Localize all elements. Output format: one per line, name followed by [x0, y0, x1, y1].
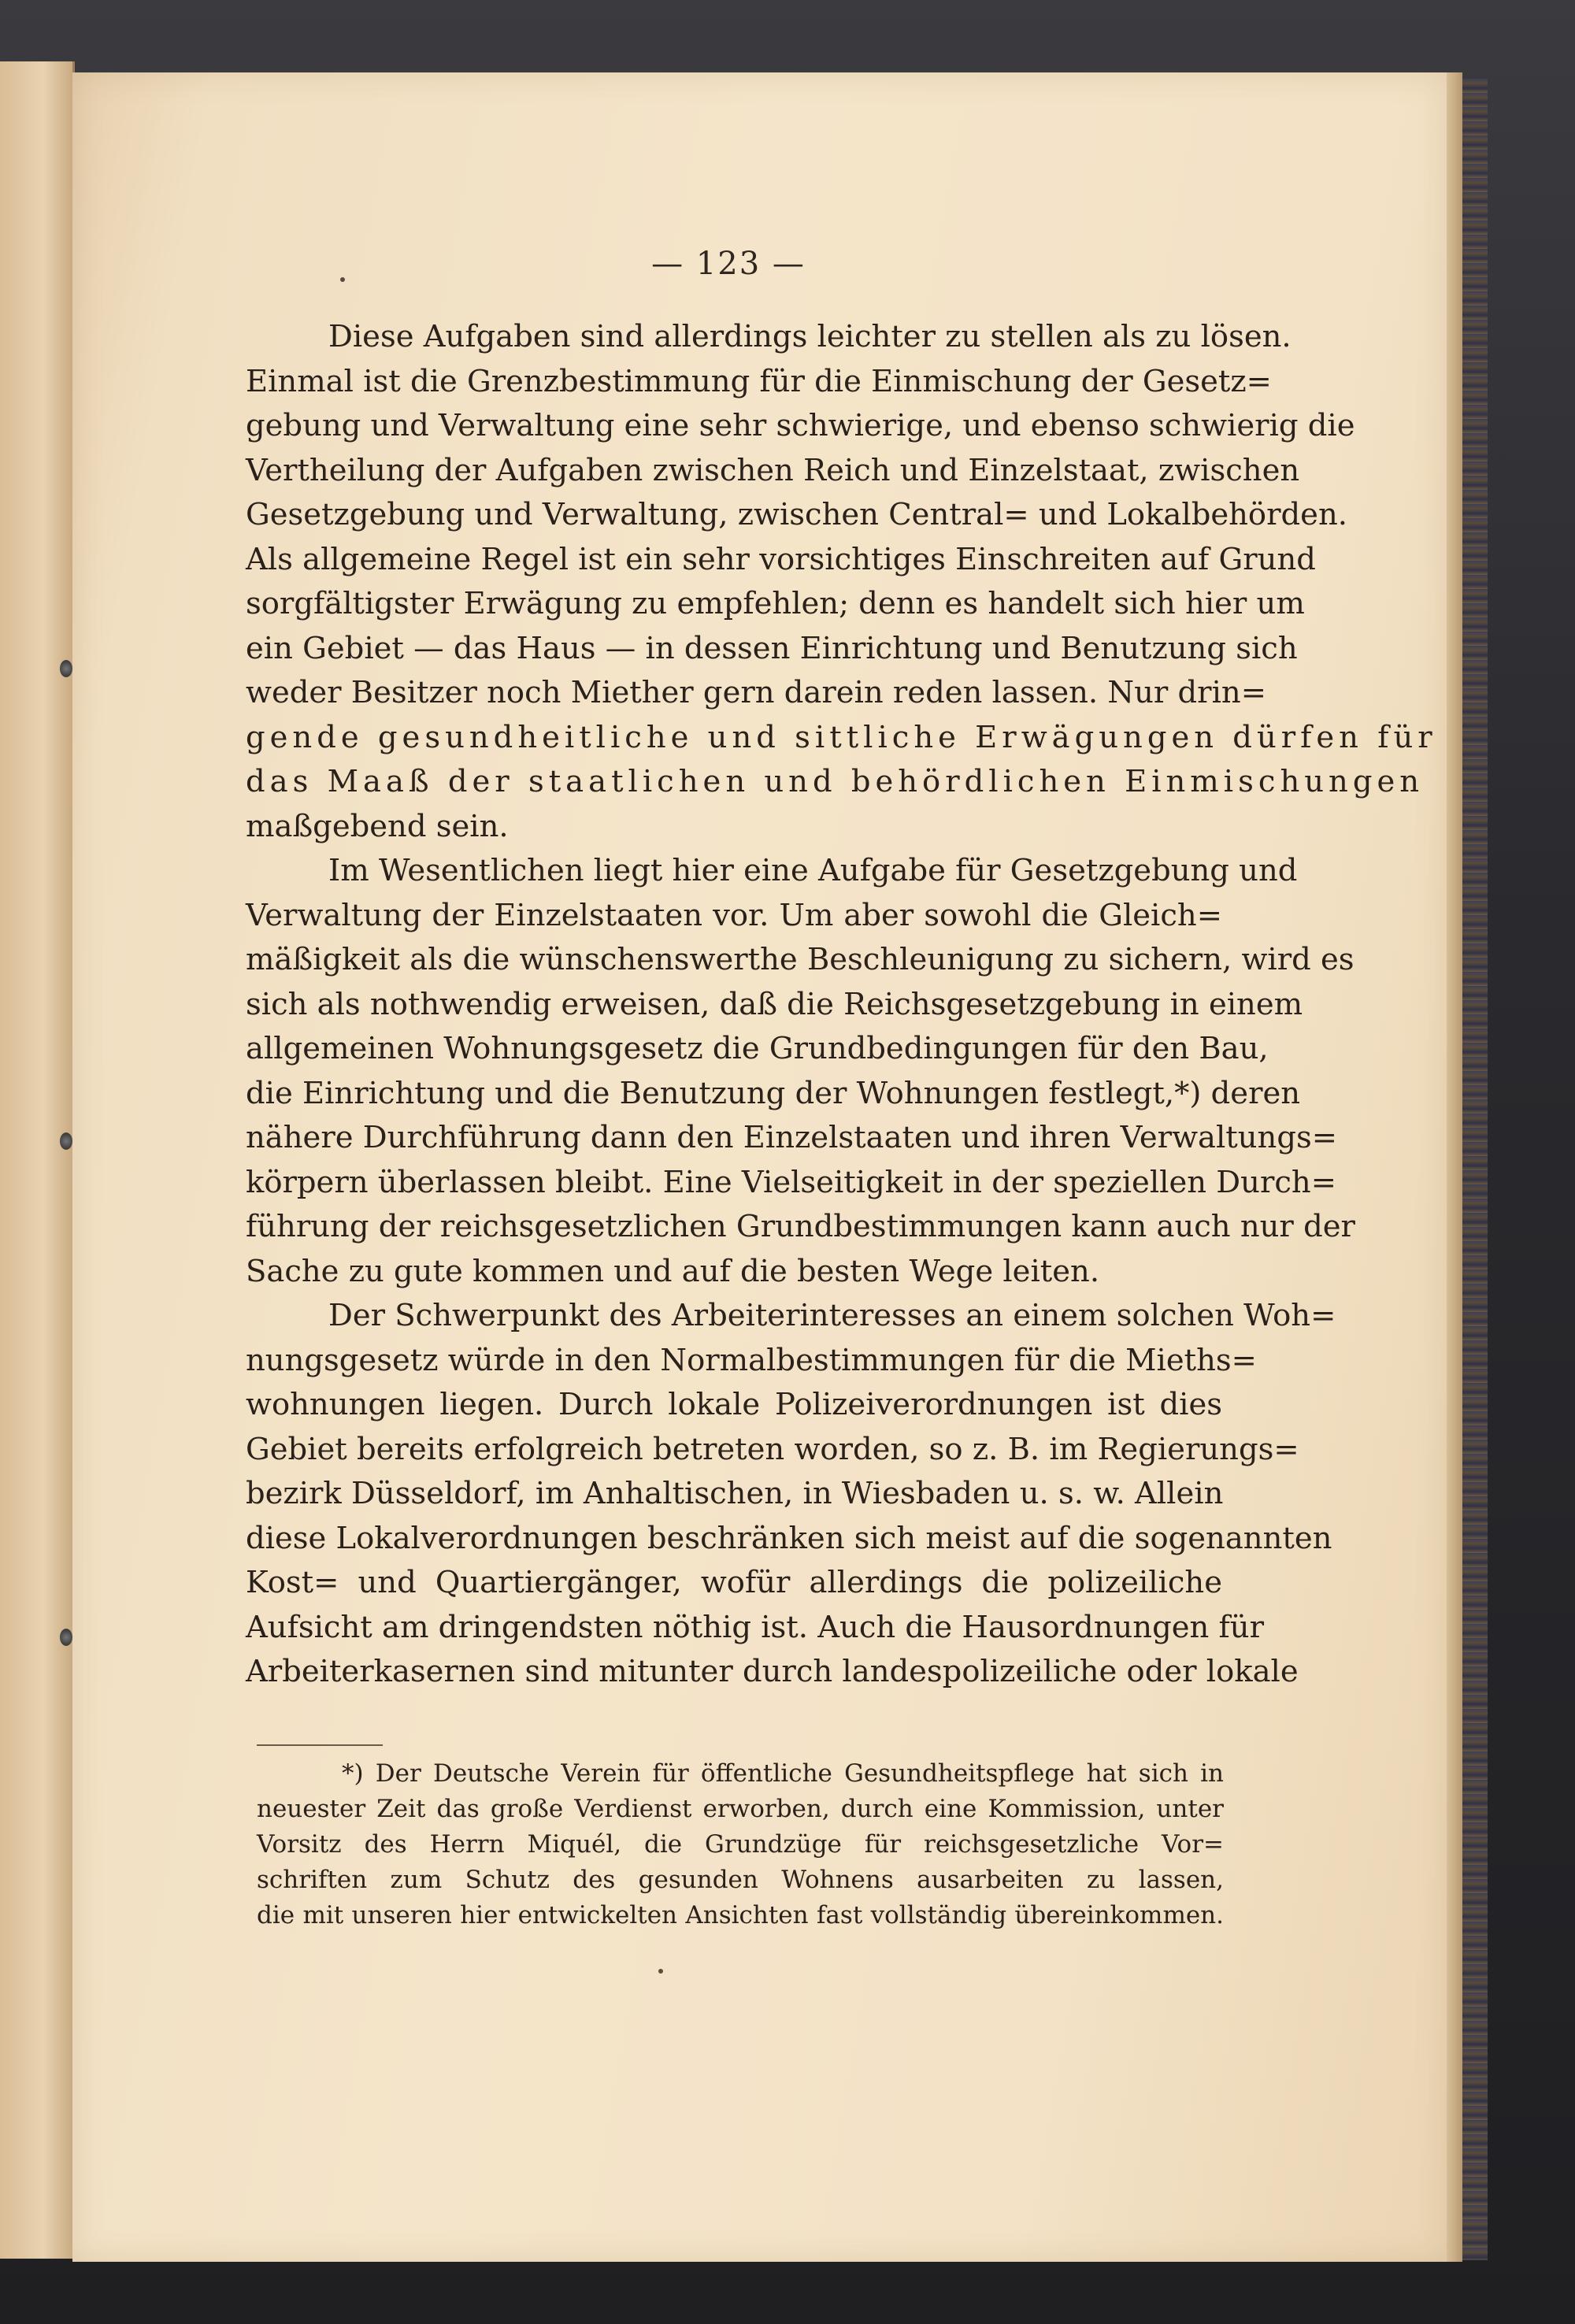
text-line: Gebiet bereits erfolgreich betreten worden, so z. B. im Regierungs= [246, 1431, 1299, 1467]
binding-stitch [60, 1629, 72, 1646]
text-line: die Einrichtung und die Benutzung der Wohnungen festlegt,*) deren [246, 1075, 1301, 1111]
footnote [257, 1756, 1224, 1933]
text-line: Gesetzgebung und Verwaltung, zwischen Central= und Lokalbehörden. [246, 497, 1347, 532]
text-line: sorgfältigster Erwägung zu empfehlen; denn es handelt sich hier um [246, 586, 1305, 621]
text-line: gebung und Verwaltung eine sehr schwierige, und ebenso schwierig die [246, 408, 1355, 443]
ink-mark [658, 1969, 663, 1974]
text-line: Diese Aufgaben sind allerdings leichter zu stellen als zu lösen. [328, 319, 1292, 354]
footnote-line: schriften zum Schutz des gesunden Wohnens ausarbeiten zu lassen, [257, 1866, 1224, 1894]
binding-stitch [60, 1132, 72, 1150]
text-line: das Maaß der staatlichen und behördlichen Einmischungen [246, 764, 1425, 799]
text-line: mäßigkeit als die wünschenswerthe Beschleunigung zu sichern, wird es [246, 942, 1354, 977]
book-cover-edge [1462, 79, 1488, 2260]
footnote-line: Vorsitz des Herrn Miquél, die Grundzüge für reichsgesetzliche Vor= [257, 1830, 1224, 1859]
text-line: Der Schwerpunkt des Arbeiterinteresses an einem solchen Woh= [328, 1298, 1336, 1333]
text-line: allgemeinen Wohnungsgesetz die Grundbedingungen für den Bau, [246, 1031, 1269, 1066]
text-line: Sache zu gute kommen und auf die besten Wege leiten. [246, 1253, 1100, 1289]
body-text [246, 315, 1437, 1695]
text-line: Als allgemeine Regel ist ein sehr vorsichtiges Einschreiten auf Grund [246, 541, 1316, 577]
text-line: Verwaltung der Einzelstaaten vor. Um aber sowohl die Gleich= [246, 897, 1222, 933]
footnote-divider [257, 1744, 383, 1746]
text-line: weder Besitzer noch Miether gern darein reden lassen. Nur drin= [246, 675, 1266, 710]
page-edges [1447, 72, 1462, 2262]
text-line: führung der reichsgesetzlichen Grundbestimmungen kann auch nur der [246, 1209, 1355, 1244]
text-line: Einmal ist die Grenzbestimmung für die Einmischung der Gesetz= [246, 363, 1272, 399]
text-line: Arbeiterkasernen sind mitunter durch landespolizeiliche oder lokale [246, 1654, 1299, 1689]
footnote-line: neuester Zeit das große Verdienst erworben, durch eine Kommission, unter [257, 1795, 1224, 1823]
binding-stitch [60, 660, 72, 677]
previous-page-edge [0, 61, 75, 2259]
text-line: nungsgesetz würde in den Normalbestimmungen für die Mieths= [246, 1342, 1257, 1378]
text-line: maßgebend sein. [246, 808, 509, 844]
text-line: Im Wesentlichen liegt hier eine Aufgabe für Gesetzgebung und [328, 853, 1298, 888]
text-line: ein Gebiet — das Haus — in dessen Einrichtung und Benutzung sich [246, 630, 1298, 666]
text-line: diese Lokalverordnungen beschränken sich meist auf die sogenannten [246, 1520, 1332, 1556]
text-line: Aufsicht am dringendsten nöthig ist. Auch die Hausordnungen für [246, 1609, 1265, 1645]
footnote-line: *) Der Deutsche Verein für öffentliche Gesundheitspflege hat sich in [342, 1759, 1224, 1788]
text-line: bezirk Düsseldorf, im Anhaltischen, in Wiesbaden u. s. w. Allein [246, 1476, 1224, 1511]
text-line: Vertheilung der Aufgaben zwischen Reich und Einzelstaat, zwischen [246, 452, 1300, 488]
text-line: Kost= und Quartiergänger, wofür allerdings die polizeiliche [246, 1565, 1222, 1600]
page-number: — 123 — [651, 246, 806, 282]
text-line: wohnungen liegen. Durch lokale Polizeiverordnungen ist dies [246, 1387, 1222, 1422]
text-line: sich als nothwendig erweisen, daß die Reichsgesetzgebung in einem [246, 986, 1303, 1022]
text-line: körpern überlassen bleibt. Eine Vielseitigkeit in der speziellen Durch= [246, 1164, 1336, 1200]
ink-mark [340, 277, 345, 282]
text-line: nähere Durchführung dann den Einzelstaaten und ihren Verwaltungs= [246, 1120, 1338, 1155]
footnote-line: die mit unseren hier entwickelten Ansichten fast vollständig übereinkommen. [257, 1901, 1224, 1929]
text-line: gende gesundheitliche und sittliche Erwägungen dürfen für [246, 719, 1437, 755]
